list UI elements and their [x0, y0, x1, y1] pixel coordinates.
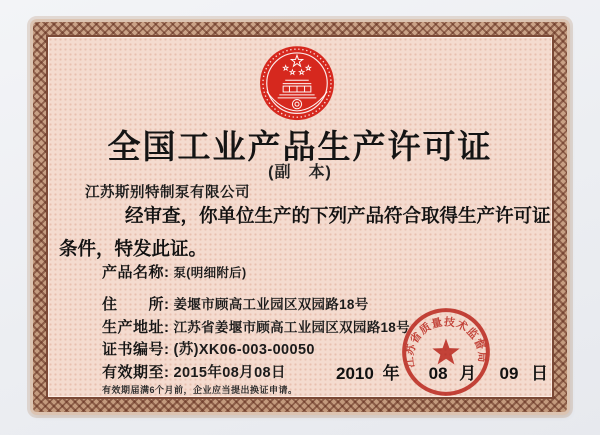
field-value: 泵(明细附后) [173, 266, 247, 280]
field-label: 住 所: [102, 296, 170, 313]
field-row-certificate-number [102, 338, 315, 359]
certificate-subtitle: (副 本) [268, 164, 332, 181]
certificate-border-frame [33, 22, 567, 412]
certificate-title: 全国工业产品生产许可证 [107, 128, 493, 165]
field-row-product-name [102, 261, 246, 282]
field-row-valid-until [102, 361, 286, 382]
field-label: 有效期至: [102, 364, 170, 381]
seal-star-icon [432, 339, 459, 365]
statement-text: 经审查，你单位生产的下列产品符合取得生产许可证条件，特发此证。 [59, 205, 551, 259]
certificate-body [46, 35, 554, 399]
issue-day: 09 [499, 364, 519, 383]
company-name: 江苏斯别特制泵有限公司 [85, 185, 250, 201]
renewal-note: 有效期届满6个月前，企业应当提出换证申请。 [102, 385, 298, 395]
seal-text: 江苏省质量技术监督局 [403, 316, 489, 369]
field-label: 证书编号: [102, 341, 170, 358]
day-label: 日 [531, 364, 549, 383]
official-seal-icon [401, 307, 491, 397]
year-label: 年 [382, 364, 400, 383]
field-value: 2015年08月08日 [173, 365, 286, 381]
field-label: 生产地址: [102, 319, 170, 336]
issue-month: 08 [428, 364, 448, 383]
national-emblem-icon [255, 45, 339, 123]
field-value: (苏)XK06-003-00050 [173, 342, 315, 358]
issue-year: 2010 [336, 364, 374, 383]
field-value: 江苏省姜堰市顾高工业园区双园路18号 [173, 320, 410, 335]
field-label: 产品名称: [102, 264, 170, 281]
field-row-residence [102, 293, 369, 314]
field-row-production-address [102, 316, 410, 337]
month-label: 月 [459, 364, 477, 383]
field-value: 姜堰市顾高工业园区双园路18号 [173, 297, 369, 312]
